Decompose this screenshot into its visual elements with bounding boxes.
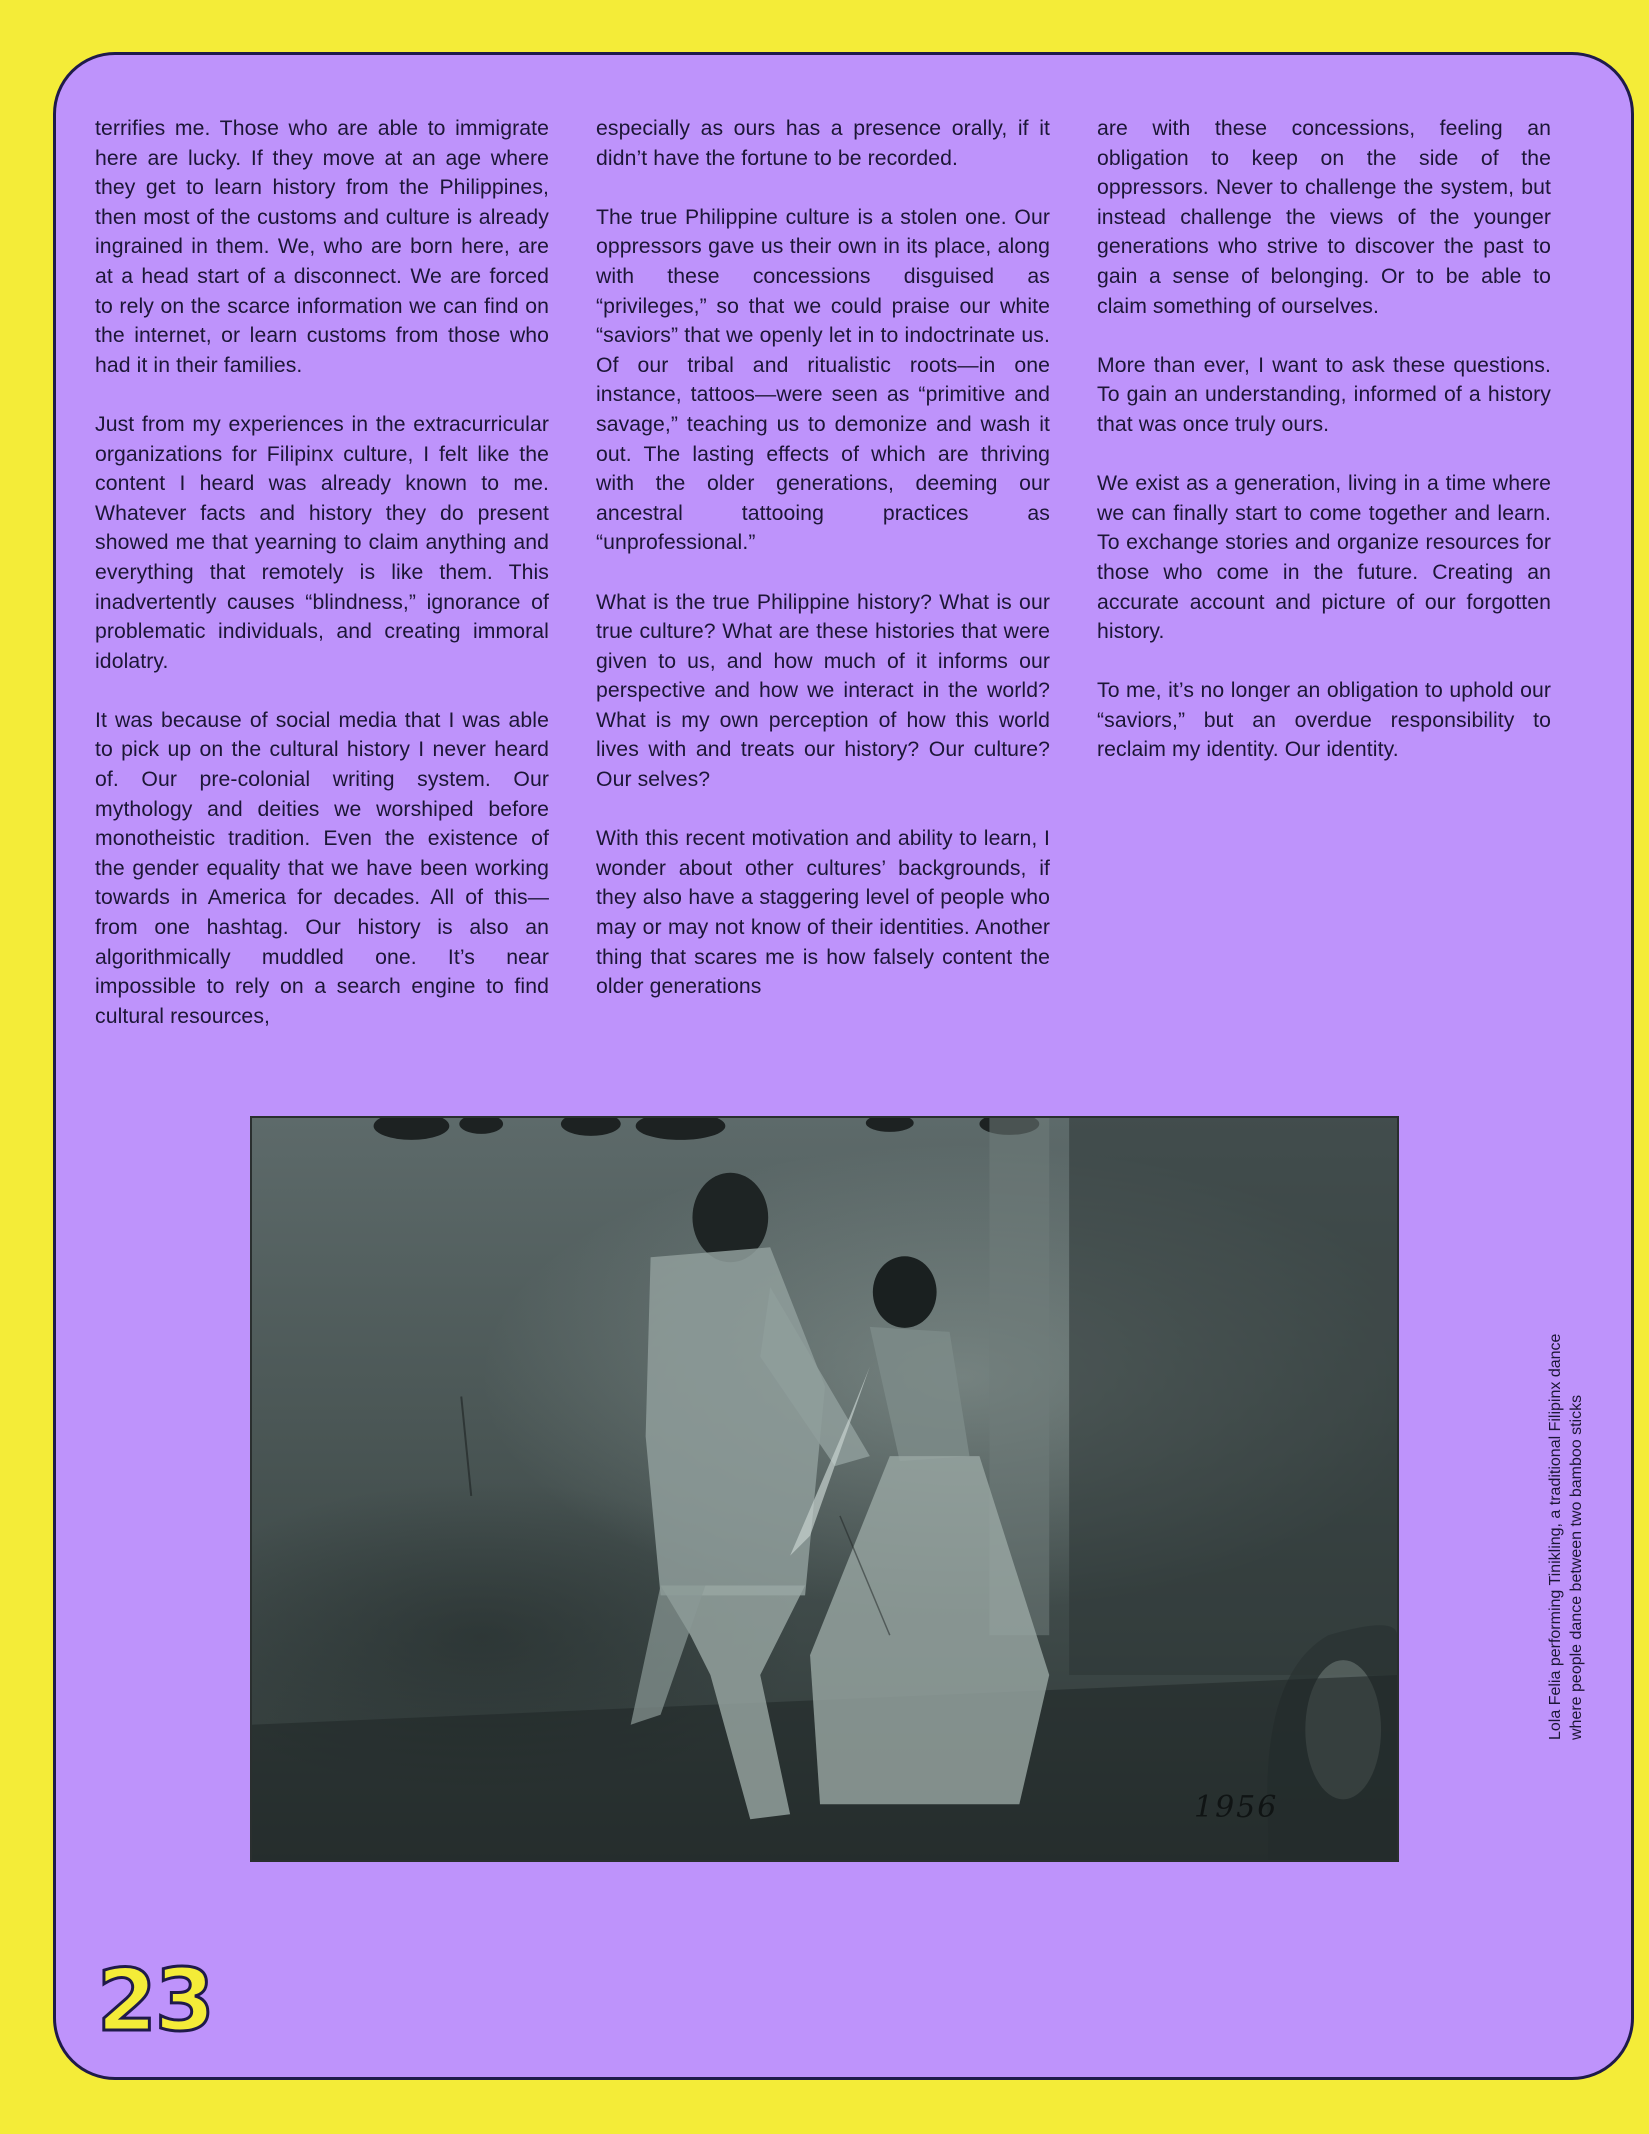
paragraph: To me, it’s no longer an obligation to uphold our “saviors,” but an overdue responsibility to reclaim my identity. Our identity.: [1097, 679, 1551, 762]
paragraph: With this recent motivation and ability to learn, I wonder about other cultures’ backgrounds, if they also have a staggering level of people who may or may not know of their identities. Another thing that scares me is how falsely content the older generations: [596, 827, 1050, 999]
paragraph: It was because of social media that I was able to pick up on the cultural history I never heard of. Our pre-colonial writing system. Our mythology and deities we worshiped before monotheistic tradition. Even the existence of the gender equality that we have been working towards in America for decades. All of this—from one hashtag. Our history is also an algorithmically muddled one. It’s near impossible to rely on a search engine to find cultural resources,: [95, 708, 549, 1028]
paragraph: We exist as a generation, living in a time where we can finally start to come together and learn. To exchange stories and organize resources for those who come in the future. Creating an accurate account and picture of our forgotten history.: [1097, 472, 1551, 644]
caption-line: where people dance between two bamboo sticks: [1568, 1394, 1585, 1740]
paragraph: The true Philippine culture is a stolen one. Our oppressors gave us their own in its place, along with these concessions disguised as “privileges,” so that we could praise our white “saviors” that we openly let in to indoctrinate us. Of our tribal and ritualistic roots—in one instance, tattoos—were seen as “primitive and savage,” teaching us to demonize and wash it out. The lasting effects of which are thriving with the older generations, deeming our ancestral tattooing practices as “unprofessional.”: [596, 205, 1050, 555]
paragraph: What is the true Philippine history? What is our true culture? What are these histories that were given to us, and how much of it informs our perspective and how we interact in the world? What is my own perception of how this world lives with and treats our history? Our culture? Our selves?: [596, 590, 1050, 792]
paragraph: More than ever, I want to ask these questions. To gain an understanding, informed of a history that was once truly ours.: [1097, 353, 1551, 436]
article-column-1: [95, 114, 549, 1031]
handwritten-date: 1956: [1194, 1790, 1279, 1825]
photo-illustration: [252, 1118, 1397, 1860]
paragraph: are with these concessions, feeling an obligation to keep on the side of the oppressors. Never to challenge the system, but instead challenge the views of the younger generations who strive to discover the past to gain a sense of belonging. Or to be able to claim something of ourselves.: [1097, 117, 1551, 318]
caption-line: Lola Felia performing Tinikling, a traditional Filipinx dance: [1547, 1333, 1564, 1740]
paragraph: especially as ours has a presence orally, if it didn’t have the fortune to be recorded.: [596, 117, 1050, 170]
article-column-2: [596, 114, 1050, 1002]
paragraph: Just from my experiences in the extracurricular organizations for Filipinx culture, I felt like the content I heard was already known to me. Whatever facts and history they do present showed me that yearning to claim anything and everything that remotely is like them. This inadvertently causes “blindness,” ignorance of problematic individuals, and creating immoral idolatry.: [95, 412, 549, 673]
page-number: 23: [97, 1951, 213, 2051]
article-column-3: [1097, 114, 1551, 765]
paragraph: terrifies me. Those who are able to immigrate here are lucky. If they move at an age where they get to learn history from the Philippines, then most of the customs and culture is already ingrained in them. We, who are born here, are at a head start of a disconnect. We are forced to rely on the scarce information we can find on the internet, or learn customs from those who had it in their families.: [95, 117, 549, 377]
photo-caption: [1545, 1220, 1587, 1740]
vintage-dance-photo: [250, 1116, 1399, 1862]
